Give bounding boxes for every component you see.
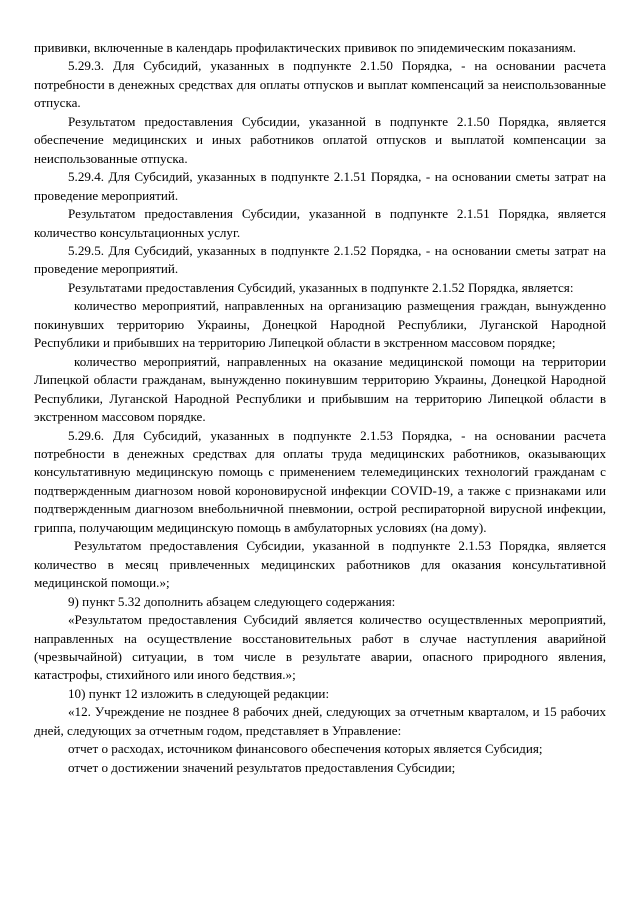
paragraph-6: 5.29.5. Для Субсидий, указанных в подпункте 2.1.52 Порядка, - на основании сметы затрат на проведение мероприятий.: [34, 242, 606, 277]
paragraph-5: Результатом предоставления Субсидии, указанной в подпункте 2.1.51 Порядка, является количество консультационных услуг.: [34, 206, 606, 240]
paragraph-8: количество мероприятий, направленных на организацию размещения граждан, вынужденно покинувших территорию Украины, Донецкой Народной Республики, Луганской Народной Республики и прибывших на территорию Липецкой области в экстренном массовом порядке;: [34, 298, 606, 351]
paragraph-16: отчет о расходах, источником финансового обеспечения которых является Субсидия;: [68, 741, 543, 757]
paragraph-11: Результатом предоставления Субсидии, указанной в подпункте 2.1.53 Порядка, является количество в месяц привлеченных медицинских работников для оказания консультативной медицинской помощи.»;: [34, 538, 606, 591]
paragraph-12: 9) пункт 5.32 дополнить абзацем следующего содержания:: [68, 593, 396, 609]
paragraph-4: 5.29.4. Для Субсидий, указанных в подпункте 2.1.51 Порядка, - на основании сметы затрат на проведение мероприятий.: [34, 169, 606, 203]
paragraph-7: Результатами предоставления Субсидий, указанных в подпункте 2.1.52 Порядка, является:: [68, 279, 574, 295]
paragraph-14: 10) пункт 12 изложить в следующей редакции:: [68, 685, 330, 701]
paragraph-15: «12. Учреждение не позднее 8 рабочих дней, следующих за отчетным кварталом, и 15 рабочих дней, следующих за отчетным годом, представляет в Управление:: [34, 704, 606, 738]
paragraph-10: 5.29.6. Для Субсидий, указанных в подпункте 2.1.53 Порядка, - на основании расчета потребности в денежных средствах для оплаты труда медицинских работников, оказывающих консультативную медицинскую помощь с применением телемедицинских технологий гражданам с подтвержденным диагнозом новой короновирусной инфекции COVID-19, а также с признаками или подтвержденным диагнозом внебольничной пневмонии, острой респираторной вирусной инфекции, гриппа, получающим медицинскую помощь в амбулаторных условиях (на дому).: [34, 427, 606, 535]
paragraph-2: 5.29.3. Для Субсидий, указанных в подпункте 2.1.50 Порядка, - на основании расчета потребности в денежных средствах для оплаты отпусков и выплат компенсаций за неиспользованные отпуска.: [34, 58, 606, 111]
paragraph-13: «Результатом предоставления Субсидий является количество осуществленных мероприятий, направленных на осуществление восстановительных работ в случае наступления аварийной (чрезвычайной) ситуации, в том числе в результате аварии, опасного природного явления, катастрофы, стихийного или иного бедствия.»;: [34, 612, 606, 683]
paragraph-17: отчет о достижении значений результатов предоставления Субсидии;: [68, 759, 456, 775]
paragraph-1: прививки, включенные в календарь профилактических прививок по эпидемическим показаниям.: [34, 40, 577, 55]
paragraph-3: Результатом предоставления Субсидии, указанной в подпункте 2.1.50 Порядка, является обеспечение медицинских и иных работников оплатой отпусков и выплатой компенсации за неиспользованные отпуска.: [34, 113, 606, 166]
document-page: [34, 39, 606, 777]
paragraph-9: количество мероприятий, направленных на оказание медицинской помощи на территории Липецкой области гражданам, вынужденно покинувшим территорию Украины, Донецкой Народной Республики, Луганской Народной Республики и прибывшим на территорию Липецкой области в экстренном массовом порядке.: [34, 353, 606, 425]
